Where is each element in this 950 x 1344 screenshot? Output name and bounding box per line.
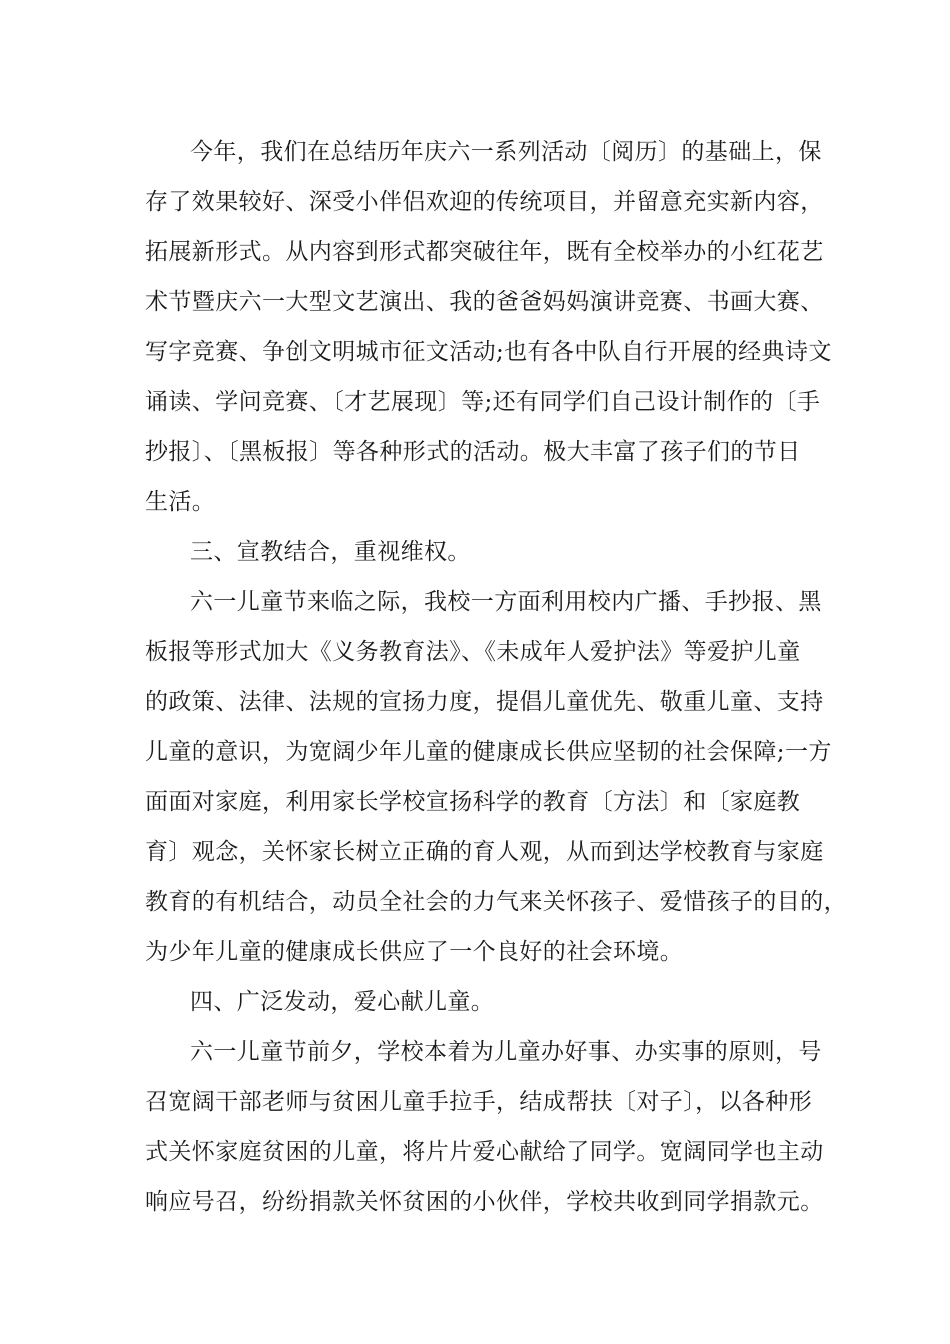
paragraph-line: 响应号召，纷纷捐款关怀贫困的小伙伴，学校共收到同学捐款元。	[145, 1189, 824, 1215]
paragraph-line: 六一儿童节前夕，学校本着为儿童办好事、办实事的原则，号	[190, 1039, 822, 1065]
paragraph-line: 育〕观念，关怀家长树立正确的育人观，从而到达学校教育与家庭	[145, 839, 824, 865]
section-heading: 三、宣教结合，重视维权。	[190, 539, 471, 565]
paragraph-line: 写字竞赛、争创文明城市征文活动;也有各中队自行开展的经典诗文	[145, 339, 832, 365]
paragraph-line: 术节暨庆六一大型文艺演出、我的爸爸妈妈演讲竞赛、书画大赛、	[145, 289, 824, 315]
section-heading: 四、广泛发动，爱心献儿童。	[190, 989, 495, 1015]
paragraph-line: 诵读、学问竞赛、〔才艺展现〕等;还有同学们自己设计制作的〔手	[145, 389, 821, 415]
paragraph-line: 面面对家庭，利用家长学校宣扬科学的教育〔方法〕和〔家庭教	[145, 789, 801, 815]
paragraph-line: 式关怀家庭贫困的儿童，将片片爱心献给了同学。宽阔同学也主动	[145, 1139, 824, 1165]
paragraph-line: 今年，我们在总结历年庆六一系列活动〔阅历〕的基础上，保	[190, 139, 822, 165]
paragraph-line: 板报等形式加大《义务教育法》、《未成年人爱护法》等爱护儿童	[145, 639, 801, 665]
paragraph-line: 的政策、法律、法规的宣扬力度，提倡儿童优先、敬重儿童、支持	[145, 689, 824, 715]
paragraph-line: 六一儿童节来临之际，我校一方面利用校内广播、手抄报、黑	[190, 589, 822, 615]
paragraph-line: 为少年儿童的健康成长供应了一个良好的社会环境。	[145, 939, 684, 965]
paragraph-line: 拓展新形式。从内容到形式都突破往年，既有全校举办的小红花艺	[145, 239, 824, 265]
paragraph-line: 教育的有机结合，动员全社会的力气来关怀孩子、爱惜孩子的目的，	[145, 889, 847, 915]
paragraph-line: 召宽阔干部老师与贫困儿童手拉手，结成帮扶〔对子〕，以各种形	[145, 1089, 813, 1115]
paragraph-line: 生活。	[145, 489, 216, 515]
paragraph-line: 存了效果较好、深受小伴侣欢迎的传统项目，并留意充实新内容，	[145, 189, 824, 215]
paragraph-line: 儿童的意识，为宽阔少年儿童的健康成长供应坚韧的社会保障;一方	[145, 739, 832, 765]
paragraph-line: 抄报〕、〔黑板报〕等各种形式的活动。极大丰富了孩子们的节日	[145, 439, 801, 465]
